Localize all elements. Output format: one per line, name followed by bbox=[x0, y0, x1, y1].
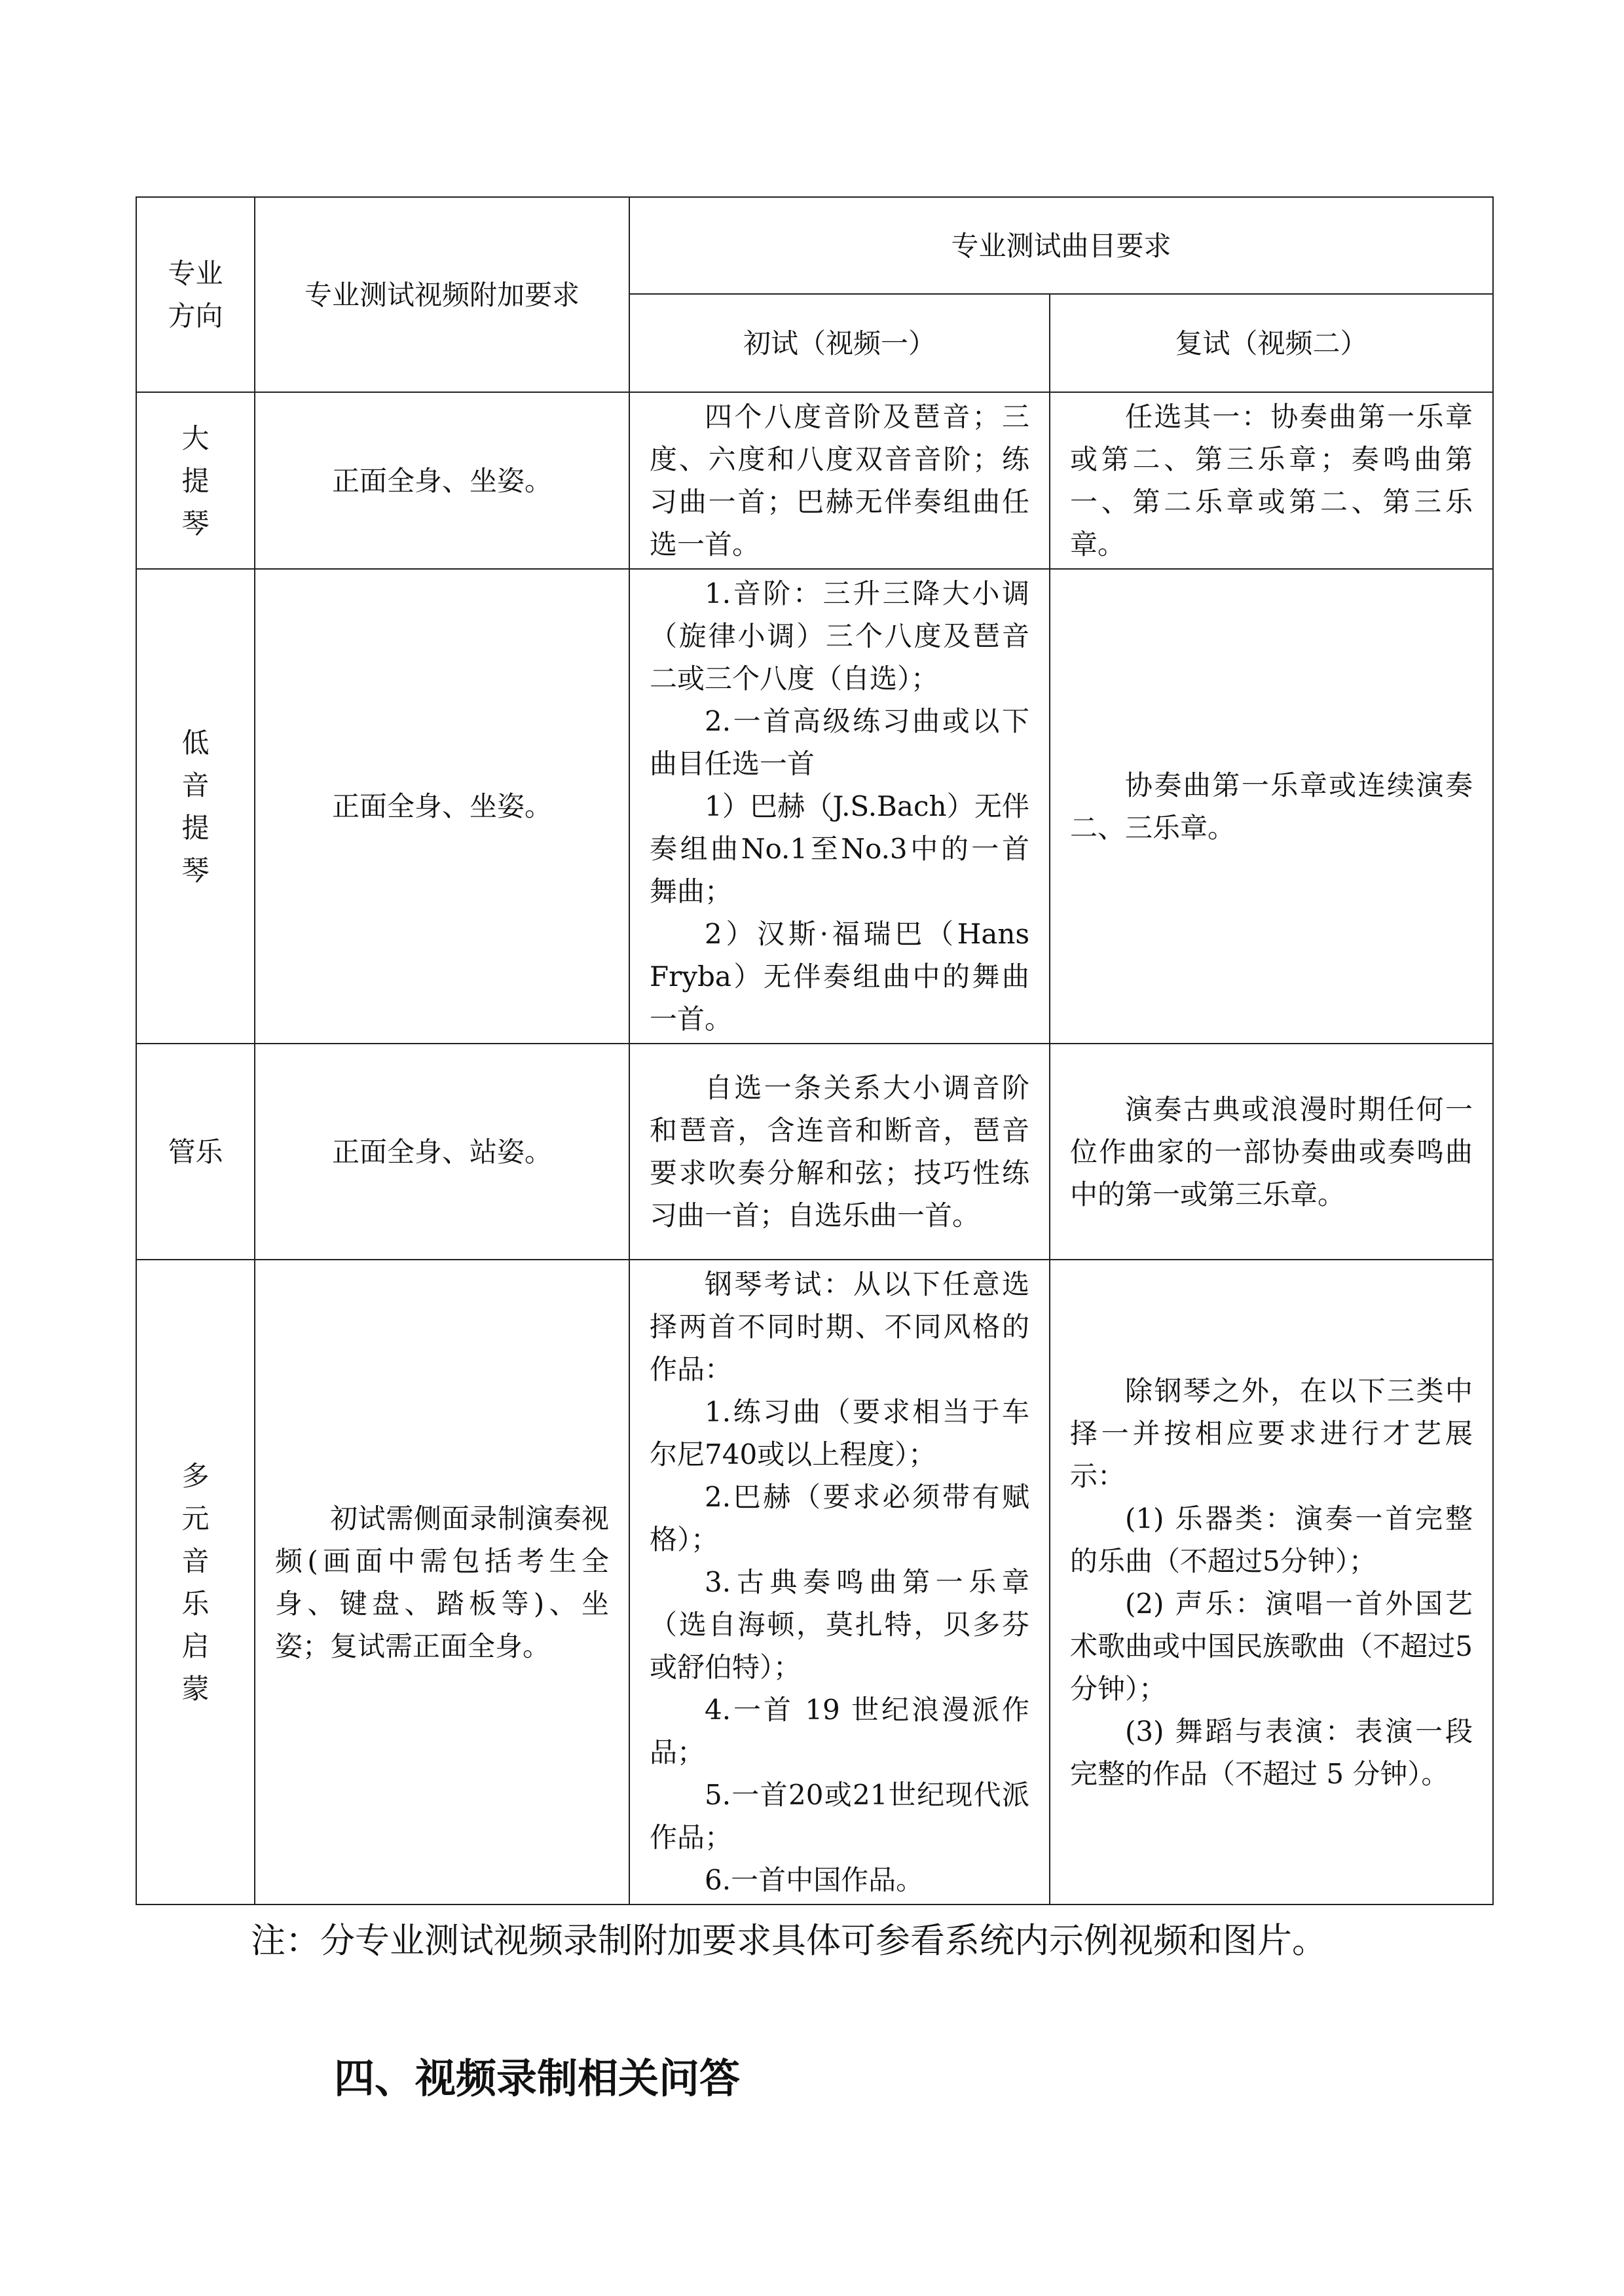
direction-char: 音 bbox=[181, 769, 210, 801]
direction-char: 多 bbox=[181, 1459, 210, 1492]
section-heading: 四、视频录制相关问答 bbox=[334, 2054, 741, 2102]
direction-char: 低 bbox=[181, 726, 210, 759]
second-round-cell bbox=[1050, 569, 1493, 1044]
video-requirement-cell bbox=[255, 392, 629, 569]
video-requirement-cell bbox=[255, 1260, 629, 1904]
table-row bbox=[136, 392, 1493, 569]
first-round-cell bbox=[629, 569, 1050, 1044]
video-requirement-cell bbox=[255, 1044, 629, 1260]
table-note: 注：分专业测试视频录制附加要求具体可参看系统内示例视频和图片。 bbox=[251, 1921, 1327, 1961]
table-row bbox=[136, 569, 1493, 1044]
direction-label: 管乐 bbox=[168, 1135, 223, 1168]
header-repertoire: 专业测试曲目要求 bbox=[629, 197, 1493, 294]
video-requirement-text: 正面全身、坐姿。 bbox=[331, 790, 552, 822]
requirements-table bbox=[136, 196, 1494, 1905]
first-round-cell bbox=[629, 1044, 1050, 1260]
header-second-round: 复试（视频二） bbox=[1050, 294, 1493, 392]
first-round-text: 2.一首高级练习曲或以下曲目任选一首 bbox=[650, 705, 1029, 780]
direction-cell bbox=[136, 1260, 255, 1904]
direction-cell bbox=[136, 569, 255, 1044]
first-round-text: 4.一首 19 世纪浪漫派作品； bbox=[650, 1694, 1029, 1768]
first-round-text: 自选一条关系大小调音阶和琶音，含连音和断音，琶音要求吹奏分解和弦；技巧性练习曲一首；自选乐曲一首。 bbox=[650, 1072, 1029, 1231]
first-round-cell bbox=[629, 1260, 1050, 1904]
direction-cell bbox=[136, 1044, 255, 1260]
direction-char: 元 bbox=[181, 1502, 210, 1535]
second-round-text: (3) 舞蹈与表演：表演一段完整的作品（不超过 5 分钟）。 bbox=[1070, 1715, 1473, 1790]
first-round-text: 1.练习曲（要求相当于车尔尼740或以上程度）； bbox=[650, 1396, 1029, 1470]
second-round-text: 任选其一：协奏曲第一乐章或第二、第三乐章；奏鸣曲第一、第二乐章或第二、第三乐章。 bbox=[1070, 401, 1473, 560]
video-requirement-cell bbox=[255, 569, 629, 1044]
second-round-text: (2) 声乐：演唱一首外国艺术歌曲或中国民族歌曲（不超过5分钟）； bbox=[1070, 1587, 1473, 1705]
header-direction: 专业方向 bbox=[136, 197, 255, 392]
second-round-text: 协奏曲第一乐章或连续演奏二、三乐章。 bbox=[1070, 769, 1473, 844]
first-round-text: 1.音阶：三升三降大小调（旋律小调）三个八度及琶音二或三个八度（自选）； bbox=[650, 577, 1029, 695]
direction-char: 提 bbox=[181, 464, 210, 497]
second-round-cell bbox=[1050, 1044, 1493, 1260]
first-round-text: 5.一首20或21世纪现代派作品； bbox=[650, 1779, 1029, 1853]
direction-char: 乐 bbox=[181, 1587, 210, 1620]
first-round-cell bbox=[629, 392, 1050, 569]
direction-char: 蒙 bbox=[181, 1672, 210, 1705]
header-first-round: 初试（视频一） bbox=[629, 294, 1050, 392]
first-round-text: 1）巴赫（J.S.Bach）无伴奏组曲No.1至No.3中的一首舞曲； bbox=[650, 790, 1029, 907]
table-row bbox=[136, 1044, 1493, 1260]
video-requirement-text: 正面全身、站姿。 bbox=[331, 1135, 552, 1168]
second-round-text: 除钢琴之外，在以下三类中择一并按相应要求进行才艺展示： bbox=[1070, 1374, 1473, 1492]
first-round-text: 3.古典奏鸣曲第一乐章（选自海顿，莫扎特，贝多芬或舒伯特）； bbox=[650, 1566, 1029, 1683]
video-requirement-text: 初试需侧面录制演奏视频(画面中需包括考生全身、键盘、踏板等)、坐姿；复试需正面全身。 bbox=[275, 1502, 609, 1662]
direction-char: 提 bbox=[181, 811, 210, 844]
direction-char: 启 bbox=[181, 1630, 210, 1662]
direction-char: 琴 bbox=[181, 507, 210, 539]
first-round-text: 四个八度音阶及琶音；三度、六度和八度双音音阶；练习曲一首；巴赫无伴奏组曲任选一首。 bbox=[650, 401, 1029, 560]
first-round-text: 2）汉斯·福瑞巴（Hans Fryba）无伴奏组曲中的舞曲一首。 bbox=[650, 918, 1029, 1035]
header-video-requirements: 专业测试视频附加要求 bbox=[255, 197, 629, 392]
first-round-text: 钢琴考试：从以下任意选择两首不同时期、不同风格的作品： bbox=[650, 1268, 1029, 1385]
direction-char: 琴 bbox=[181, 854, 210, 886]
table-row bbox=[136, 1260, 1493, 1904]
direction-cell bbox=[136, 392, 255, 569]
second-round-cell bbox=[1050, 392, 1493, 569]
table-header-row-1 bbox=[136, 197, 1493, 294]
direction-char: 大 bbox=[181, 422, 210, 454]
video-requirement-text: 正面全身、坐姿。 bbox=[331, 464, 552, 497]
first-round-text: 6.一首中国作品。 bbox=[705, 1864, 924, 1896]
second-round-text: 演奏古典或浪漫时期任何一位作曲家的一部协奏曲或奏鸣曲中的第一或第三乐章。 bbox=[1070, 1093, 1473, 1211]
second-round-text: (1) 乐器类：演奏一首完整的乐曲（不超过5分钟）； bbox=[1070, 1502, 1473, 1577]
first-round-text: 2.巴赫（要求必须带有赋格）； bbox=[650, 1481, 1029, 1556]
second-round-cell bbox=[1050, 1260, 1493, 1904]
direction-char: 音 bbox=[181, 1544, 210, 1577]
